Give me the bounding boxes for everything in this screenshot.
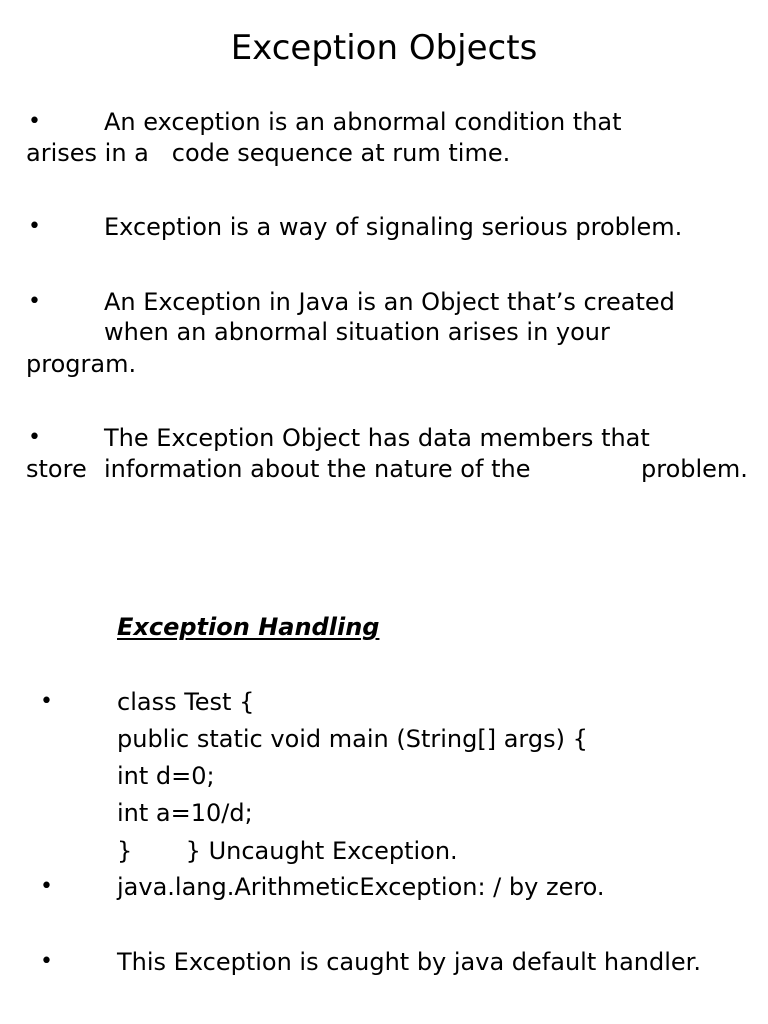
bullet-icon: • xyxy=(28,214,41,239)
handler-text: This Exception is caught by java default handler. xyxy=(117,948,701,976)
point-4-continuation-b: information about the nature of the xyxy=(104,455,531,483)
bullet-icon: • xyxy=(40,949,53,974)
bullet-icon: • xyxy=(28,425,41,450)
error-text: java.lang.ArithmeticException: / by zero. xyxy=(117,873,605,901)
point-4-text: The Exception Object has data members that xyxy=(104,424,650,452)
point-1-text: An exception is an abnormal condition that xyxy=(104,108,622,136)
code-line: int a=10/d; xyxy=(117,799,253,827)
point-3-continuation: program. xyxy=(26,350,137,378)
bullet-icon: • xyxy=(40,874,53,899)
point-3-middle: when an abnormal situation arises in your xyxy=(104,318,610,346)
point-4-continuation-c: problem. xyxy=(641,455,748,483)
page-title: Exception Objects xyxy=(230,28,538,68)
point-4-continuation-a: store xyxy=(26,455,87,483)
code-line: int d=0; xyxy=(117,762,215,790)
code-line: class Test { xyxy=(117,688,255,716)
bullet-icon: • xyxy=(28,109,41,134)
bullet-icon: • xyxy=(28,289,41,314)
point-3-text: An Exception in Java is an Object that’s created xyxy=(104,288,675,316)
code-line: } } Uncaught Exception. xyxy=(117,837,458,865)
point-1-continuation: arises in a code sequence at rum time. xyxy=(26,139,511,167)
bullet-icon: • xyxy=(40,689,53,714)
code-line: public static void main (String[] args) { xyxy=(117,725,588,753)
point-2-text: Exception is a way of signaling serious problem. xyxy=(104,213,683,241)
section-heading: Exception Handling xyxy=(117,613,380,641)
